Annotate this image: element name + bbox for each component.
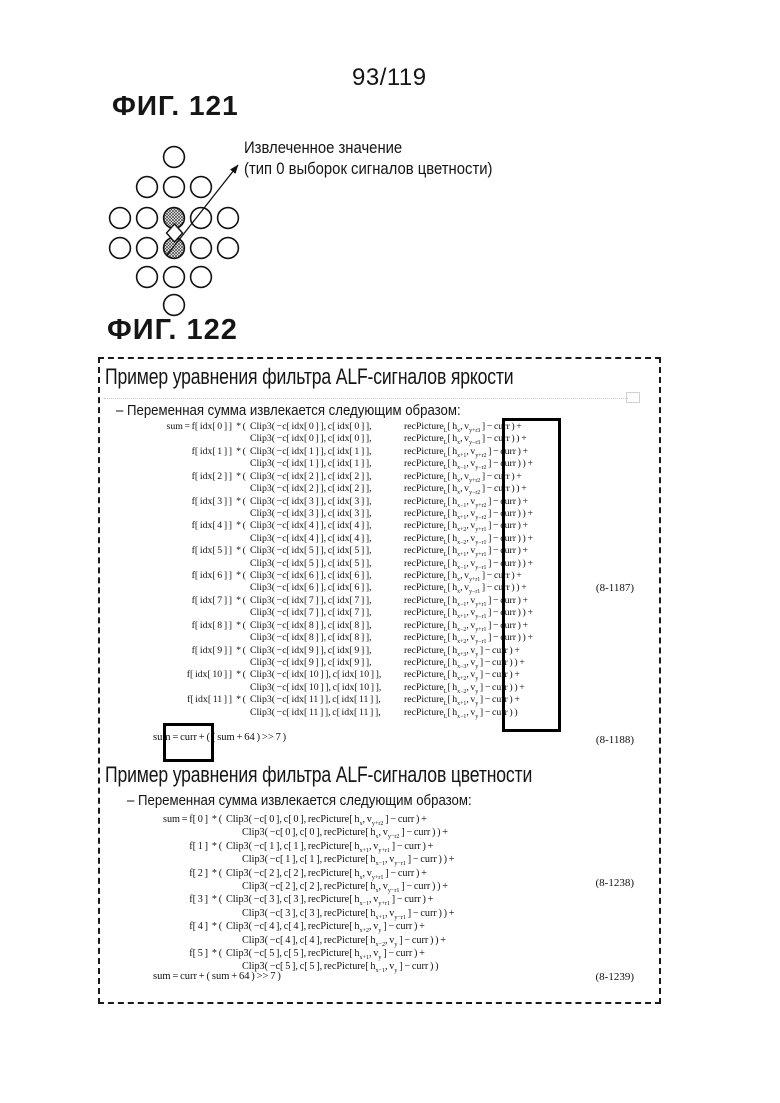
equation-line bbox=[148, 682, 533, 694]
recpicture-term: recPicture$_L$[ $h_x$, $v_{y+r1}$ ] − curr ) + bbox=[404, 570, 522, 584]
multiply-operator bbox=[208, 880, 226, 893]
clip3-term: Clip3( −c[ idx[ 8 ] ], c[ idx[ 8 ] ], bbox=[250, 619, 372, 631]
multiply-operator bbox=[232, 707, 250, 719]
multiply-operator: * ( bbox=[211, 840, 223, 852]
clip3-term: Clip3( −c[ idx[ 5 ] ], c[ idx[ 5 ] ], bbox=[250, 545, 372, 557]
equation-line bbox=[148, 595, 533, 607]
multiply-operator: * ( bbox=[236, 445, 246, 457]
equation-line bbox=[150, 826, 455, 839]
equation-line bbox=[148, 582, 533, 594]
multiply-operator bbox=[208, 907, 226, 920]
coefficient-term: f[ idx[ 1 ] ] bbox=[191, 445, 232, 457]
chroma-sum-eq-number: (8-1239) bbox=[595, 971, 634, 983]
sample-circle bbox=[218, 238, 239, 259]
multiply-operator bbox=[208, 826, 226, 839]
coefficient-term: f[ idx[ 5 ] ] bbox=[191, 545, 232, 557]
multiply-operator: * ( bbox=[236, 644, 246, 656]
recpicture-term: recPicture$_L$[ $h_{x+1}$, $v_y$ ] − curr ) + bbox=[404, 694, 520, 708]
equation-line bbox=[150, 934, 455, 947]
multiply-operator bbox=[232, 458, 250, 470]
equation-line bbox=[148, 433, 533, 445]
coefficient-term bbox=[148, 707, 232, 719]
coefficient-term: f[ idx[ 8 ] ] bbox=[191, 619, 232, 631]
multiply-operator bbox=[208, 853, 226, 866]
multiply-operator: * ( bbox=[211, 894, 223, 906]
chroma-equation-lines bbox=[150, 813, 455, 974]
recpicture-term: recPicture$_L$[ $h_x$, $v_{y+r2}$ ] − curr ) + bbox=[404, 470, 522, 484]
recpicture-term: recPicture$_L$[ $h_{x+3}$, $v_y$ ] − curr ) + bbox=[404, 644, 520, 658]
recpicture-term: recPicture$_L$[ $h_{x-2}$, $v_{y-r1}$ ] − curr ) ) + bbox=[404, 532, 533, 546]
multiply-operator: * ( bbox=[236, 520, 246, 532]
multiply-operator: * ( bbox=[236, 421, 246, 432]
clip3-term: Clip3( −c[ idx[ 10 ] ], c[ idx[ 10 ] ], bbox=[250, 669, 382, 681]
equation-line bbox=[150, 920, 455, 933]
fig122-label: ФИГ. 122 bbox=[107, 314, 238, 346]
scan-artifact-mark bbox=[626, 392, 640, 403]
recpicture-term: recPicture$_L$[ $h_{x-2}$, $v_y$ ] − curr ) ) + bbox=[404, 681, 525, 695]
recpicture-term: recPicture$_L$[ $h_{x-1}$, $v_{y-r1}$ ] − curr ) ) + bbox=[404, 557, 533, 571]
equation-line bbox=[150, 867, 455, 880]
coefficient-term: f[ idx[ 11 ] ] bbox=[187, 694, 232, 706]
clip3-term: Clip3( −c[ idx[ 0 ] ], c[ idx[ 0 ] ], bbox=[250, 433, 372, 445]
clip3-recpicture-term: Clip3( −c[ 1 ], c[ 1 ], recPicture[ $h_{x+1}$, $v_{y+r1}$ ] − curr ) + bbox=[226, 840, 434, 854]
recpicture-term: recPicture$_L$[ $h_{x+2}$, $v_{y-r1}$ ] − curr ) ) + bbox=[404, 632, 533, 646]
coefficient-term bbox=[148, 632, 232, 644]
clip3-term: Clip3( −c[ idx[ 1 ] ], c[ idx[ 1 ] ], bbox=[250, 445, 372, 457]
multiply-operator bbox=[232, 533, 250, 545]
multiply-operator bbox=[232, 657, 250, 669]
coefficient-term bbox=[148, 558, 232, 570]
equation-line bbox=[148, 446, 533, 458]
clip3-term: Clip3( −c[ idx[ 11 ] ], c[ idx[ 11 ] ], bbox=[250, 706, 381, 718]
clip3-term: Clip3( −c[ idx[ 8 ] ], c[ idx[ 8 ] ], bbox=[250, 632, 372, 644]
clip3-term: Clip3( −c[ idx[ 1 ] ], c[ idx[ 1 ] ], bbox=[250, 458, 372, 470]
equation-line bbox=[148, 458, 533, 470]
equation-line bbox=[148, 632, 533, 644]
chroma-sum-line: sum = curr + ( sum + 64 ) >> 7 ) bbox=[153, 971, 281, 982]
coefficient-term bbox=[148, 607, 232, 619]
equation-line bbox=[150, 813, 455, 826]
clip3-recpicture-term: Clip3( −c[ 2 ], c[ 2 ], recPicture[ $h_x$, $v_{y+r1}$ ] − curr ) + bbox=[226, 867, 427, 881]
fig121-diagram-svg bbox=[98, 136, 268, 331]
equation-line bbox=[148, 533, 533, 545]
multiply-operator bbox=[232, 682, 250, 694]
multiply-operator: * ( bbox=[236, 594, 246, 606]
coefficient-term bbox=[148, 682, 232, 694]
clip3-recpicture-term: Clip3( −c[ 4 ], c[ 4 ], recPicture[ $h_{x+2}$, $v_y$ ] − curr ) + bbox=[226, 921, 425, 935]
clip3-term: Clip3( −c[ idx[ 6 ] ], c[ idx[ 6 ] ], bbox=[250, 570, 372, 582]
clip3-term: Clip3( −c[ idx[ 4 ] ], c[ idx[ 4 ] ], bbox=[250, 532, 372, 544]
recpicture-term: recPicture$_L$[ $h_{x-1}$, $v_y$ ] − curr ) ) bbox=[404, 706, 518, 720]
clip3-recpicture-term: Clip3( −c[ 5 ], c[ 5 ], recPicture[ $h_{x-1}$, $v_y$ ] − curr ) ) bbox=[242, 961, 439, 975]
clip3-term: Clip3( −c[ idx[ 0 ] ], c[ idx[ 0 ] ], bbox=[250, 421, 372, 432]
luma-intro: – Переменная сумма извлекается следующим образом: bbox=[116, 402, 461, 419]
equation-line bbox=[148, 657, 533, 669]
coefficient-term bbox=[148, 657, 232, 669]
coefficient-term bbox=[148, 508, 232, 520]
multiply-operator bbox=[232, 508, 250, 520]
recpicture-term: recPicture$_L$[ $h_x$, $v_{y-r2}$ ] − curr ) ) + bbox=[404, 483, 527, 497]
equation-line bbox=[148, 483, 533, 495]
multiply-operator: * ( bbox=[211, 921, 223, 933]
sample-circle bbox=[191, 177, 212, 198]
coefficient-term: f[ idx[ 4 ] ] bbox=[191, 520, 232, 532]
multiply-operator: * ( bbox=[236, 545, 246, 557]
multiply-operator: * ( bbox=[211, 948, 223, 960]
equation-line bbox=[148, 669, 533, 681]
coefficient-term: sum = f[ 0 ] bbox=[163, 814, 208, 825]
sample-circle bbox=[191, 267, 212, 288]
coefficient-term bbox=[150, 826, 208, 839]
multiply-operator: * ( bbox=[236, 470, 246, 482]
multiply-operator bbox=[232, 582, 250, 594]
multiply-operator bbox=[232, 433, 250, 445]
recpicture-term: recPicture$_L$[ $h_x$, $v_{y-r3}$ ] − curr ) ) + bbox=[404, 433, 527, 447]
luma-section-title: Пример уравнения фильтра ALF-сигналов яркости bbox=[105, 364, 514, 389]
clip3-term: Clip3( −c[ idx[ 2 ] ], c[ idx[ 2 ] ], bbox=[250, 470, 372, 482]
clip3-recpicture-term: Clip3( −c[ 0 ], c[ 0 ], recPicture[ $h_x$, $v_{y-r2}$ ] − curr ) ) + bbox=[242, 827, 449, 841]
equation-line bbox=[148, 694, 533, 706]
coefficient-term bbox=[148, 533, 232, 545]
recpicture-term: recPicture$_L$[ $h_{x-3}$, $v_y$ ] − curr ) ) + bbox=[404, 657, 525, 670]
equation-line bbox=[150, 840, 455, 853]
sample-circle bbox=[164, 147, 185, 168]
coefficient-term: f[ idx[ 10 ] ] bbox=[186, 669, 232, 681]
clip3-recpicture-term: Clip3( −c[ 1 ], c[ 1 ], recPicture[ $h_{x-1}$, $v_{y-r1}$ ] − curr ) ) + bbox=[242, 854, 455, 868]
coefficient-term: sum = f[ idx[ 0 ] ] bbox=[166, 421, 232, 432]
luma-eq-number: (8-1187) bbox=[595, 582, 634, 594]
recpicture-term: recPicture$_L$[ $h_{x-2}$, $v_{y+r1}$ ] − curr ) + bbox=[404, 619, 529, 633]
clip3-recpicture-term: Clip3( −c[ 2 ], c[ 2 ], recPicture[ $h_x$, $v_{y-r1}$ ] − curr ) ) + bbox=[242, 881, 449, 895]
coefficient-term bbox=[148, 483, 232, 495]
recpicture-term: recPicture$_L$[ $h_x$, $v_{y+r3}$ ] − curr ) + bbox=[404, 421, 522, 434]
recpicture-term: recPicture$_L$[ $h_{x+2}$, $v_{y+r1}$ ] − curr ) + bbox=[404, 520, 529, 534]
recpicture-term: recPicture$_L$[ $h_{x-1}$, $v_{y-r2}$ ] − curr ) ) + bbox=[404, 458, 533, 472]
multiply-operator bbox=[232, 632, 250, 644]
multiply-operator: * ( bbox=[211, 867, 223, 879]
multiply-operator: * ( bbox=[236, 669, 246, 681]
sample-circle bbox=[164, 267, 185, 288]
multiply-operator: * ( bbox=[236, 694, 246, 706]
luma-sum-eq-number: (8-1188) bbox=[595, 734, 634, 746]
clip3-recpicture-term: Clip3( −c[ 0 ], c[ 0 ], recPicture[ $h_x$, $v_{y+r2}$ ] − curr ) + bbox=[226, 814, 427, 828]
equation-line bbox=[148, 545, 533, 557]
recpicture-term: recPicture$_L$[ $h_{x+1}$, $v_{y-r2}$ ] − curr ) ) + bbox=[404, 507, 533, 521]
annotation-line-2: (тип 0 выборок сигналов цветности) bbox=[244, 160, 493, 178]
clip3-term: Clip3( −c[ idx[ 7 ] ], c[ idx[ 7 ] ], bbox=[250, 594, 372, 606]
fig121-label: ФИГ. 121 bbox=[112, 90, 239, 121]
multiply-operator bbox=[208, 934, 226, 947]
equation-line bbox=[150, 907, 455, 920]
chroma-eq-number: (8-1238) bbox=[595, 877, 634, 889]
sample-circle bbox=[191, 208, 212, 229]
recpicture-term: recPicture$_L$[ $h_x$, $v_{y-r1}$ ] − curr ) ) + bbox=[404, 582, 527, 596]
sample-circle bbox=[137, 177, 158, 198]
coefficient-term bbox=[148, 433, 232, 445]
clip3-term: Clip3( −c[ idx[ 7 ] ], c[ idx[ 7 ] ], bbox=[250, 607, 372, 619]
chroma-intro: – Переменная сумма извлекается следующим образом: bbox=[127, 792, 472, 809]
equation-line bbox=[150, 880, 455, 893]
chroma-section-title: Пример уравнения фильтра ALF-сигналов цветности bbox=[105, 762, 533, 787]
clip3-term: Clip3( −c[ idx[ 5 ] ], c[ idx[ 5 ] ], bbox=[250, 557, 372, 569]
equation-line bbox=[148, 570, 533, 582]
multiply-operator bbox=[232, 483, 250, 495]
sample-circle bbox=[164, 177, 185, 198]
coefficient-term: f[ 5 ] bbox=[189, 948, 208, 960]
clip3-term: Clip3( −c[ idx[ 6 ] ], c[ idx[ 6 ] ], bbox=[250, 582, 372, 594]
multiply-operator: * ( bbox=[236, 495, 246, 507]
coefficient-term bbox=[150, 907, 208, 920]
sample-circle bbox=[110, 208, 131, 229]
clip3-term: Clip3( −c[ idx[ 3 ] ], c[ idx[ 3 ] ], bbox=[250, 507, 372, 519]
equation-line bbox=[148, 645, 533, 657]
coefficient-term: f[ idx[ 3 ] ] bbox=[191, 495, 232, 507]
equation-line bbox=[148, 496, 533, 508]
recpicture-term: recPicture$_L$[ $h_{x-1}$, $v_{y+r1}$ ] − curr ) + bbox=[404, 594, 529, 608]
multiply-operator bbox=[232, 558, 250, 570]
coefficient-term bbox=[150, 880, 208, 893]
multiply-operator: * ( bbox=[211, 814, 223, 825]
annotation-line-1: Извлеченное значение bbox=[244, 139, 403, 157]
equation-line bbox=[150, 853, 455, 866]
luma-sum-line: sum = curr + ( ( sum + 64 ) >> 7 ) bbox=[153, 732, 287, 743]
sample-circle bbox=[164, 295, 185, 316]
multiply-operator: * ( bbox=[236, 619, 246, 631]
clip3-recpicture-term: Clip3( −c[ 3 ], c[ 3 ], recPicture[ $h_{x-1}$, $v_{y+r1}$ ] − curr ) + bbox=[226, 894, 434, 908]
equation-line bbox=[148, 558, 533, 570]
recpicture-term: recPicture$_L$[ $h_{x-1}$, $v_{y+r2}$ ] − curr ) + bbox=[404, 495, 529, 509]
clip3-recpicture-term: Clip3( −c[ 3 ], c[ 3 ], recPicture[ $h_{x+1}$, $v_{y-r1}$ ] − curr ) ) + bbox=[242, 907, 455, 921]
sample-circle bbox=[218, 208, 239, 229]
coefficient-term: f[ 2 ] bbox=[189, 867, 208, 879]
recpicture-term: recPicture$_L$[ $h_{x+2}$, $v_y$ ] − curr ) + bbox=[404, 669, 520, 683]
recpicture-term: recPicture$_L$[ $h_{x+1}$, $v_{y+r2}$ ] − curr ) + bbox=[404, 445, 529, 459]
coefficient-term: f[ idx[ 7 ] ] bbox=[191, 594, 232, 606]
coefficient-term bbox=[148, 458, 232, 470]
clip3-term: Clip3( −c[ idx[ 3 ] ], c[ idx[ 3 ] ], bbox=[250, 495, 372, 507]
coefficient-term: f[ 1 ] bbox=[189, 840, 208, 852]
page-number: 93/119 bbox=[352, 64, 427, 91]
coefficient-term bbox=[148, 582, 232, 594]
coefficient-term: f[ 3 ] bbox=[189, 894, 208, 906]
fig121-diagram bbox=[98, 136, 268, 331]
fig121-annotation bbox=[244, 138, 520, 180]
scan-artifact-line bbox=[104, 398, 628, 399]
clip3-term: Clip3( −c[ idx[ 9 ] ], c[ idx[ 9 ] ], bbox=[250, 644, 372, 656]
equation-line bbox=[148, 421, 533, 433]
recpicture-term: recPicture$_L$[ $h_{x+1}$, $v_{y+r1}$ ] − curr ) + bbox=[404, 545, 529, 559]
equation-line bbox=[150, 947, 455, 960]
equation-line bbox=[148, 620, 533, 632]
clip3-term: Clip3( −c[ idx[ 10 ] ], c[ idx[ 10 ] ], bbox=[250, 681, 382, 693]
multiply-operator: * ( bbox=[236, 570, 246, 582]
coefficient-term bbox=[150, 934, 208, 947]
luma-equation-lines bbox=[148, 421, 533, 719]
sample-circle bbox=[137, 267, 158, 288]
clip3-recpicture-term: Clip3( −c[ 5 ], c[ 5 ], recPicture[ $h_{x+1}$, $v_y$ ] − curr ) + bbox=[226, 948, 425, 962]
clip3-recpicture-term: Clip3( −c[ 4 ], c[ 4 ], recPicture[ $h_{x-2}$, $v_y$ ] − curr ) ) + bbox=[242, 934, 447, 948]
multiply-operator bbox=[232, 607, 250, 619]
clip3-term: Clip3( −c[ idx[ 9 ] ], c[ idx[ 9 ] ], bbox=[250, 657, 372, 669]
clip3-term: Clip3( −c[ idx[ 2 ] ], c[ idx[ 2 ] ], bbox=[250, 483, 372, 495]
sample-circle bbox=[191, 238, 212, 259]
equation-line bbox=[148, 471, 533, 483]
coefficient-term: f[ idx[ 9 ] ] bbox=[191, 644, 232, 656]
coefficient-term: f[ idx[ 2 ] ] bbox=[191, 470, 232, 482]
sample-circle bbox=[137, 208, 158, 229]
clip3-term: Clip3( −c[ idx[ 11 ] ], c[ idx[ 11 ] ], bbox=[250, 694, 381, 706]
coefficient-term: f[ 4 ] bbox=[189, 921, 208, 933]
coefficient-term bbox=[150, 853, 208, 866]
equation-line bbox=[148, 607, 533, 619]
equation-line bbox=[148, 508, 533, 520]
equation-line bbox=[148, 520, 533, 532]
equation-line bbox=[148, 707, 533, 719]
coefficient-term: f[ idx[ 6 ] ] bbox=[191, 570, 232, 582]
sample-circle bbox=[110, 238, 131, 259]
clip3-term: Clip3( −c[ idx[ 4 ] ], c[ idx[ 4 ] ], bbox=[250, 520, 372, 532]
sample-circle bbox=[137, 238, 158, 259]
equation-line bbox=[150, 893, 455, 906]
recpicture-term: recPicture$_L$[ $h_{x+1}$, $v_{y-r1}$ ] − curr ) ) + bbox=[404, 607, 533, 621]
